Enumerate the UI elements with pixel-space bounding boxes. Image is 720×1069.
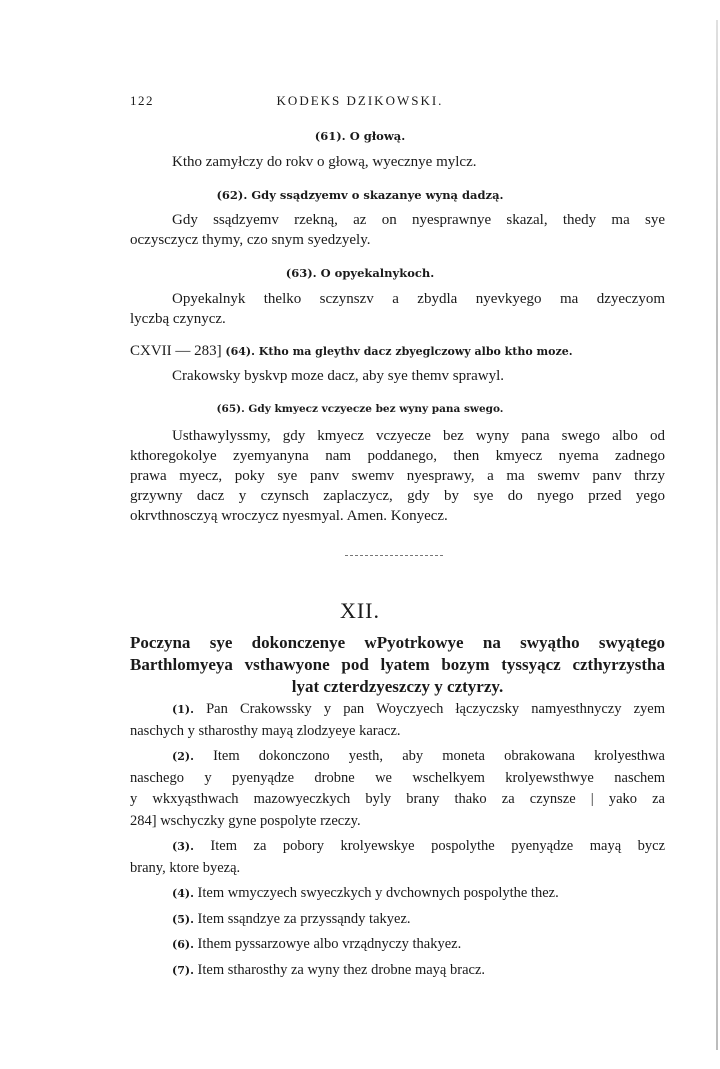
subtitle-63: (63). O opyekalnykoch. — [285, 266, 435, 280]
text-line: Ithem pyssarzowye albo vrządnyczy thakyez. — [197, 936, 462, 952]
subtitle-61: (61). O głową. — [314, 129, 406, 143]
text-line: 284] wschyczky gyne pospolyte rzeczy. — [130, 812, 361, 829]
text-line: naschego y pyenyądze drobne we wschelkyem krolyewsthwye naschem — [130, 769, 665, 786]
text-line: lyczbą czynycz. — [130, 311, 226, 327]
text-line: Item dokonczono yesth, aby moneta obrakowana krolyesthwa — [213, 748, 665, 764]
article-list — [130, 699, 665, 985]
heading-line: Poczyna sye dokonczenye wPyotrkowye na swyątho swyątego — [130, 633, 665, 652]
subtitle-64: (64). Ktho ma gleythv dacz zbyeglczowy albo ktho moze. — [225, 345, 573, 358]
chapter-heading — [130, 632, 665, 698]
text-line: Item wmyczyech swyeczkych y dvchownych pospolythe thez. — [197, 885, 559, 901]
article-number: (3). — [172, 840, 194, 853]
text-line: oczysczycz thymy, czo snym syedzyely. — [130, 232, 371, 248]
running-title: KODEKS DZIKOWSKI. — [276, 93, 444, 108]
page-edge-shadow — [716, 20, 718, 1050]
heading-line: lyat czterdzyeszczy y cztyrzy. — [291, 677, 504, 696]
text-line: Item stharosthy za wyny thez drobne mayą bracz. — [197, 961, 486, 978]
text-line: kthoregokolye zyemyanyna nam poddanego, then kmyecz nyema zadnego — [130, 448, 665, 464]
text-line: Item za pobory krolyewskye pospolythe pyenyądze mayą bycz — [210, 838, 666, 854]
article-3 — [130, 836, 665, 879]
text-line: Gdy ssądzyemv rzekną, az on nyesprawnye skazal, thedy ma sye — [172, 212, 665, 228]
section-63-text — [130, 289, 665, 329]
article-number: (4). — [172, 887, 194, 900]
article-number: (6). — [172, 938, 194, 951]
section-62-text — [130, 210, 665, 250]
text-line: Ktho zamyłczy do rokv o głową, wyecznye mylcz. — [172, 154, 477, 170]
article-2 — [130, 746, 665, 832]
text-line: Pan Crakowssky y pan Woyczyech łączyczsky namyesthnyczy zyem — [206, 701, 666, 717]
article-number: (5). — [172, 912, 194, 926]
text-line: y wkxyąsthwach mazowyeczkych byly brany thako za czynsze | yako za — [130, 791, 665, 807]
subtitle-64-line — [130, 343, 573, 360]
heading-line: Barthlomyeya vsthawyone pod lyatem bozym tyssyącz czthyrzystha — [130, 655, 665, 674]
article-7 — [130, 960, 665, 982]
article-6 — [130, 934, 665, 956]
text-line: prawa myecz, poky sye panv swemv nyesprawy, a ma swemv panv thrzy — [130, 468, 665, 484]
section-65-text — [130, 426, 665, 526]
chapter-numeral: XII. — [339, 598, 381, 623]
text-line: grzywny dacz y czynsch zaplaczycz, gdy by sye do nyego przed yego — [130, 488, 665, 504]
article-4 — [130, 883, 665, 905]
margin-reference: CXVII — 283] — [130, 343, 222, 359]
subtitle-65: (65). Gdy kmyecz vczyecze bez wyny pana swego. — [216, 403, 504, 415]
article-1 — [130, 699, 665, 742]
text-line: brany, ktore byezą. — [130, 859, 241, 876]
article-number: (2). — [172, 750, 194, 763]
text-line: Item ssąndzye za przyssąndy takyez. — [197, 910, 411, 927]
page-number: 122 — [130, 93, 154, 108]
section-divider — [345, 555, 445, 556]
section-64-text — [130, 366, 665, 386]
article-5 — [130, 909, 665, 931]
article-number: (7). — [172, 963, 194, 977]
text-line: okrvthnosczyą wroczycz nyesmyal. Amen. Konyecz. — [130, 508, 448, 524]
text-line: Crakowsky byskvp moze dacz, aby sye themv sprawyl. — [172, 368, 505, 384]
subtitle-62: (62). Gdy ssądzyemv o skazanye wyną dadzą. — [216, 188, 504, 202]
text-line: Usthawylyssmy, gdy kmyecz vczyecze bez wyny pana swego albo od — [172, 428, 665, 444]
article-number: (1). — [172, 703, 194, 716]
text-line: Opyekalnyk thelko sczynszv a zbydla nyevkyego ma dzyeczyom — [172, 291, 665, 307]
text-line: naschych y stharosthy mayą zlodzyeye karacz. — [130, 722, 401, 739]
section-61-text — [130, 152, 665, 172]
